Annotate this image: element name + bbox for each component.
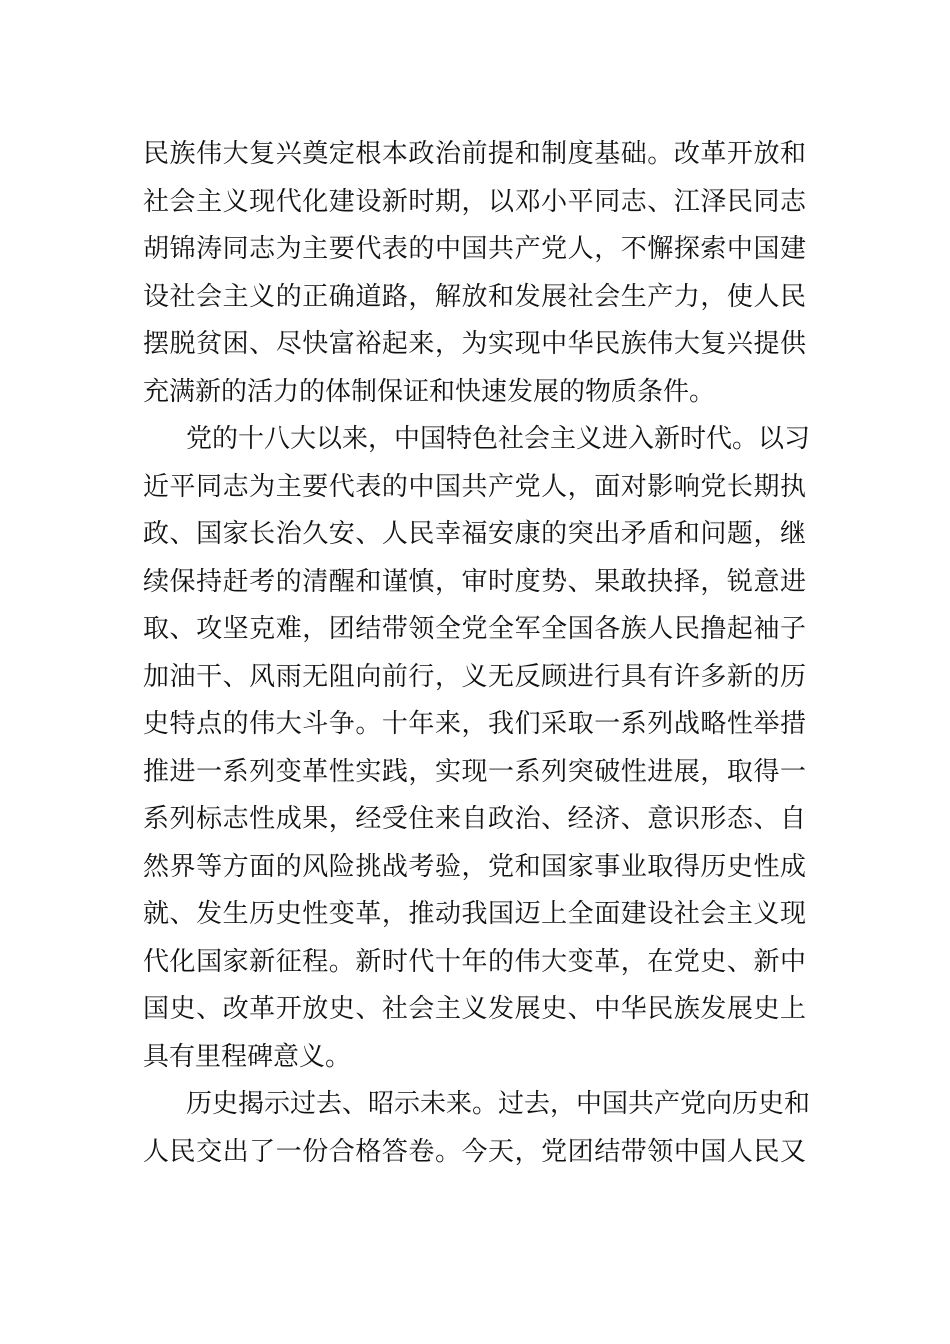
text-line: 政、国家长治久安、人民幸福安康的突出矛盾和问题，继	[143, 519, 806, 549]
paragraph	[143, 416, 811, 1081]
text-line: 系列标志性成果，经受住来自政治、经济、意识形态、自	[143, 804, 806, 834]
text-line: 历史揭示过去、昭示未来。过去，中国共产党向历史和	[186, 1089, 811, 1119]
text-line: 加油干、风雨无阻向前行，义无反顾进行具有许多新的历	[143, 661, 806, 692]
text-line: 民族伟大复兴奠定根本政治前提和制度基础。改革开放和	[143, 139, 806, 169]
text-line: 就、发生历史性变革，推动我国迈上全面建设社会主义现	[143, 899, 806, 929]
text-line: 设社会主义的正确道路，解放和发展社会生产力，使人民	[143, 281, 806, 312]
text-line: 代化国家新征程。新时代十年的伟大变革，在党史、新中	[143, 946, 806, 977]
text-line: 近平同志为主要代表的中国共产党人，面对影响党长期执	[143, 471, 806, 502]
text-line: 充满新的活力的体制保证和快速发展的物质条件。	[143, 376, 716, 407]
text-line: 社会主义现代化建设新时期，以邓小平同志、江泽民同志	[143, 186, 806, 217]
text-line: 具有里程碑意义。	[143, 1041, 352, 1072]
text-line: 然界等方面的风险挑战考验，党和国家事业取得历史性成	[143, 851, 806, 882]
text-line: 胡锦涛同志为主要代表的中国共产党人，不懈探索中国建	[143, 234, 806, 264]
text-line: 取、攻坚克难，团结带领全党全军全国各族人民撸起袖子	[143, 614, 806, 644]
text-line: 党的十八大以来，中国特色社会主义进入新时代。以习	[186, 424, 811, 454]
text-line: 人民交出了一份合格答卷。今天，党团结带领中国人民又	[143, 1136, 806, 1167]
text-line: 续保持赶考的清醒和谨慎，审时度势、果敢抉择，锐意进	[143, 566, 806, 597]
text-line: 国史、改革开放史、社会主义发展史、中华民族发展史上	[143, 994, 806, 1024]
paragraph	[143, 131, 806, 416]
text-line: 史特点的伟大斗争。十年来，我们采取一系列战略性举措	[143, 709, 806, 739]
paragraph	[143, 1081, 811, 1176]
text-line: 摆脱贫困、尽快富裕起来，为实现中华民族伟大复兴提供	[143, 329, 806, 359]
text-line: 推进一系列变革性实践，实现一系列突破性进展，取得一	[143, 756, 806, 787]
document-page	[143, 131, 811, 1176]
